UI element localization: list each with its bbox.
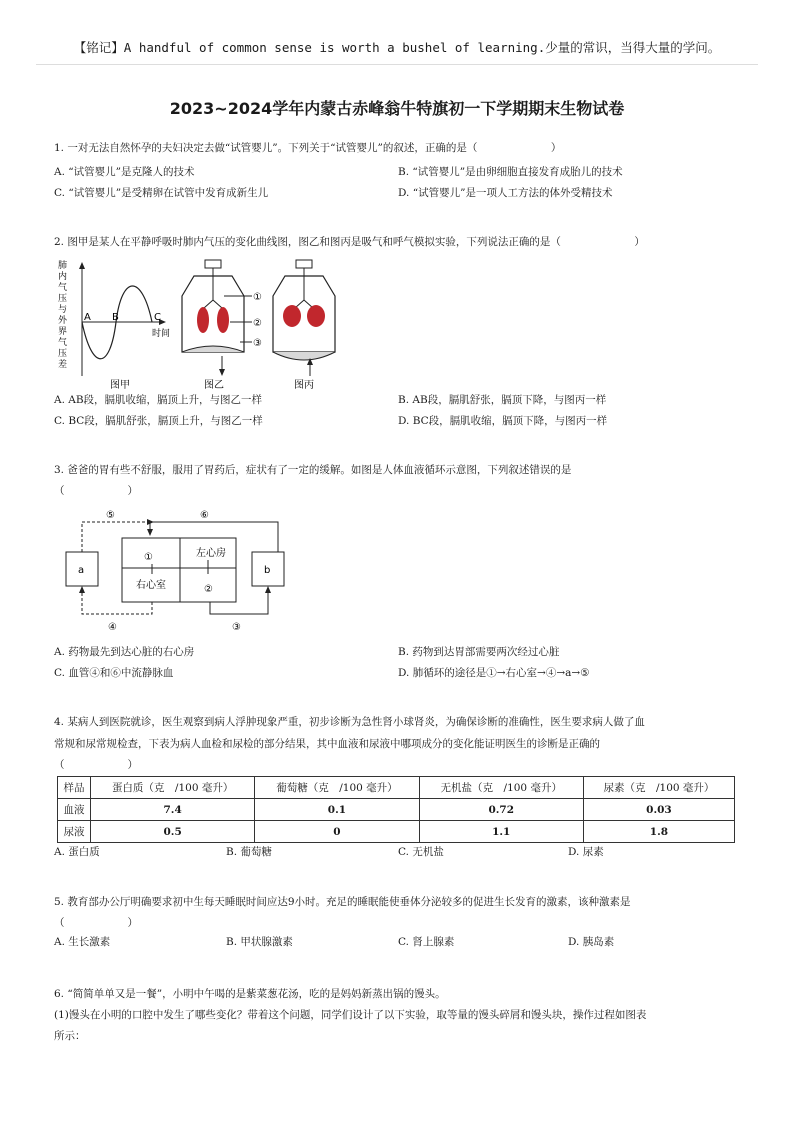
table-cell: 0.03 [583, 799, 734, 821]
q5-option-c: C. 肾上腺素 [398, 936, 455, 948]
figure-jia-caption: 图甲 [110, 380, 130, 391]
bing-left-lung [283, 305, 301, 327]
q4-results-table [57, 776, 735, 843]
q2-option-c: C. BC段，膈肌舒张，膈顶上升，与图乙一样 [54, 415, 263, 427]
question-6-sub-1: (1)馒头在小明的口腔中发生了哪些变化？带着这个问题，同学们设计了以下实验，取等量的馒头碎屑和馒头块，操作过程如图表 [54, 1009, 647, 1021]
q1-option-b: B. “试管婴儿”是由卵细胞直接发育成胎儿的技术 [398, 166, 623, 178]
table-header-row [58, 777, 735, 799]
q5-option-b: B. 甲状腺激素 [226, 936, 293, 948]
yi-left-lung [197, 307, 209, 333]
figure-yi-caption: 图乙 [204, 380, 224, 391]
label-3: ③ [253, 338, 262, 349]
table-cell: 0.1 [255, 799, 419, 821]
yi-diaphragm [182, 346, 244, 352]
q3-option-c: C. 血管④和⑥中流静脉血 [54, 667, 174, 679]
table-cell: 尿液 [58, 821, 91, 843]
vessel-5-path [82, 522, 150, 552]
q2-option-d: D. BC段，膈肌收缩，膈顶下降，与图丙一样 [398, 415, 608, 427]
q1-option-a: A. “试管婴儿”是克隆人的技术 [54, 166, 195, 178]
yi-pull-arrowhead [219, 369, 225, 376]
q2-option-a: A. AB段，膈肌收缩，膈顶上升，与图乙一样 [54, 394, 263, 406]
question-3-stem: 3. 爸爸的胃有些不舒服，服用了胃药后，症状有了一定的缓解。如图是人体血液循环示意图，下列叙述错误的是 [54, 464, 572, 476]
bing-diaphragm [273, 352, 335, 360]
question-6-stem: 6. “简简单单又是一餐”，小明中午喝的是紫菜葱花汤，吃的是妈妈新蒸出锅的馒头。 [54, 988, 446, 1000]
table-header-cell: 蛋白质（克 /100 毫升） [91, 777, 255, 799]
figure-jia-graph [58, 259, 170, 391]
q4-option-c: C. 无机盐 [398, 846, 444, 858]
q2-option-b: B. AB段，膈肌舒张，膈顶下降，与图丙一样 [398, 394, 607, 406]
point-c-label: C [154, 312, 161, 323]
table-row [58, 821, 735, 843]
point-b-label: B [112, 312, 119, 323]
header-divider [36, 64, 758, 65]
table-header-cell: 样品 [58, 777, 91, 799]
q4-option-b: B. 葡萄糖 [226, 846, 272, 858]
label-6: ⑥ [200, 510, 209, 521]
bing-stopper [296, 260, 312, 268]
q3-circulation-figure [60, 504, 296, 638]
label-2: ② [253, 318, 262, 329]
figure-bing-model [273, 260, 335, 391]
left-atrium-label: 左心房 [196, 548, 226, 559]
question-5-stem: 5. 教育部办公厅明确要求初中生每天睡眠时间应达9小时。充足的睡眠能使垂体分泌较多的促进生长发育的激素，该种激素是 [54, 896, 631, 908]
motto-header: 【铭记】A handful of common sense is worth a bushel of learning.少量的常识，当得大量的学问。 [73, 40, 721, 55]
x-axis-label: 时间 [152, 329, 171, 339]
table-cell: 0.72 [419, 799, 583, 821]
box-b-label: b [264, 565, 271, 576]
bing-right-lung [307, 305, 325, 327]
page-title: 2023~2024学年内蒙古赤峰翁牛特旗初一下学期期末生物试卷 [169, 99, 625, 118]
q3-option-b: B. 药物到达胃部需要两次经过心脏 [398, 646, 560, 658]
table-header-cell: 葡萄糖（克 /100 毫升） [255, 777, 419, 799]
figure-yi-model [182, 260, 244, 391]
vessel-4-arrow [79, 586, 85, 593]
question-4-stem: 4. 某病人到医院就诊，医生观察到病人浮肿现象严重，初步诊断为急性肾小球肾炎，为确保诊断的准确性，医生要求病人做了血 [54, 716, 645, 728]
question-4-stem-2: 常规和尿常规检查，下表为病人血检和尿检的部分结果，其中血液和尿液中哪项成分的变化能证明医生的诊断是正确的 [54, 738, 600, 750]
question-1-stem: 1. 一对无法自然怀孕的夫妇决定去做“试管婴儿”。下列关于“试管婴儿”的叙述，正确的是（ ） [54, 142, 562, 154]
q4-option-d: D. 尿素 [568, 846, 604, 858]
yi-bronchi [204, 300, 222, 308]
label-2: ② [204, 584, 213, 595]
y-axis-label: 肺内气压与外界气压差 [58, 261, 68, 370]
y-axis-arrow [79, 262, 85, 269]
question-6-sub-1-cont: 所示： [54, 1030, 86, 1042]
table-cell: 0 [255, 821, 419, 843]
figure-bing-caption: 图丙 [294, 380, 314, 391]
q5-option-d: D. 胰岛素 [568, 936, 615, 948]
table-cell: 1.8 [583, 821, 734, 843]
right-ventricle-label: 右心室 [136, 580, 166, 591]
table-cell: 1.1 [419, 821, 583, 843]
q2-figure [54, 256, 344, 392]
yi-stopper [205, 260, 221, 268]
q3-option-d: D. 肺循环的途径是①→右心室→④→a→⑤ [398, 667, 590, 679]
vessel-3-arrow [265, 586, 271, 593]
q1-option-c: C. “试管婴儿”是受精卵在试管中发育成新生儿 [54, 187, 269, 199]
table-header-cell: 尿素（克 /100 毫升） [583, 777, 734, 799]
question-4-stem-blank: （ ） [54, 759, 138, 771]
table-cell: 0.5 [91, 821, 255, 843]
yi-right-lung [217, 307, 229, 333]
table-cell: 7.4 [91, 799, 255, 821]
q3-option-a: A. 药物最先到达心脏的右心房 [54, 646, 195, 658]
label-3: ③ [232, 622, 241, 633]
bing-bronchi [295, 300, 313, 308]
label-4: ④ [108, 622, 117, 633]
table-row [58, 799, 735, 821]
question-2-stem: 2. 图甲是某人在平静呼吸时肺内气压的变化曲线图，图乙和图丙是吸气和呼气模拟实验，下列说法正确的是（ ） [54, 236, 645, 248]
label-5: ⑤ [106, 510, 115, 521]
question-3-stem-blank: （ ） [54, 485, 138, 497]
table-header-cell: 无机盐（克 /100 毫升） [419, 777, 583, 799]
label-1: ① [253, 292, 262, 303]
point-a-label: A [84, 312, 91, 323]
label-1: ① [144, 552, 153, 563]
box-a-label: a [78, 565, 85, 576]
q5-option-a: A. 生长激素 [54, 936, 111, 948]
q4-option-a: A. 蛋白质 [54, 846, 100, 858]
vessel-6-arrow [147, 529, 153, 536]
question-5-stem-blank: （ ） [54, 917, 138, 929]
q1-option-d: D. “试管婴儿”是一项人工方法的体外受精技术 [398, 187, 613, 199]
table-cell: 血液 [58, 799, 91, 821]
